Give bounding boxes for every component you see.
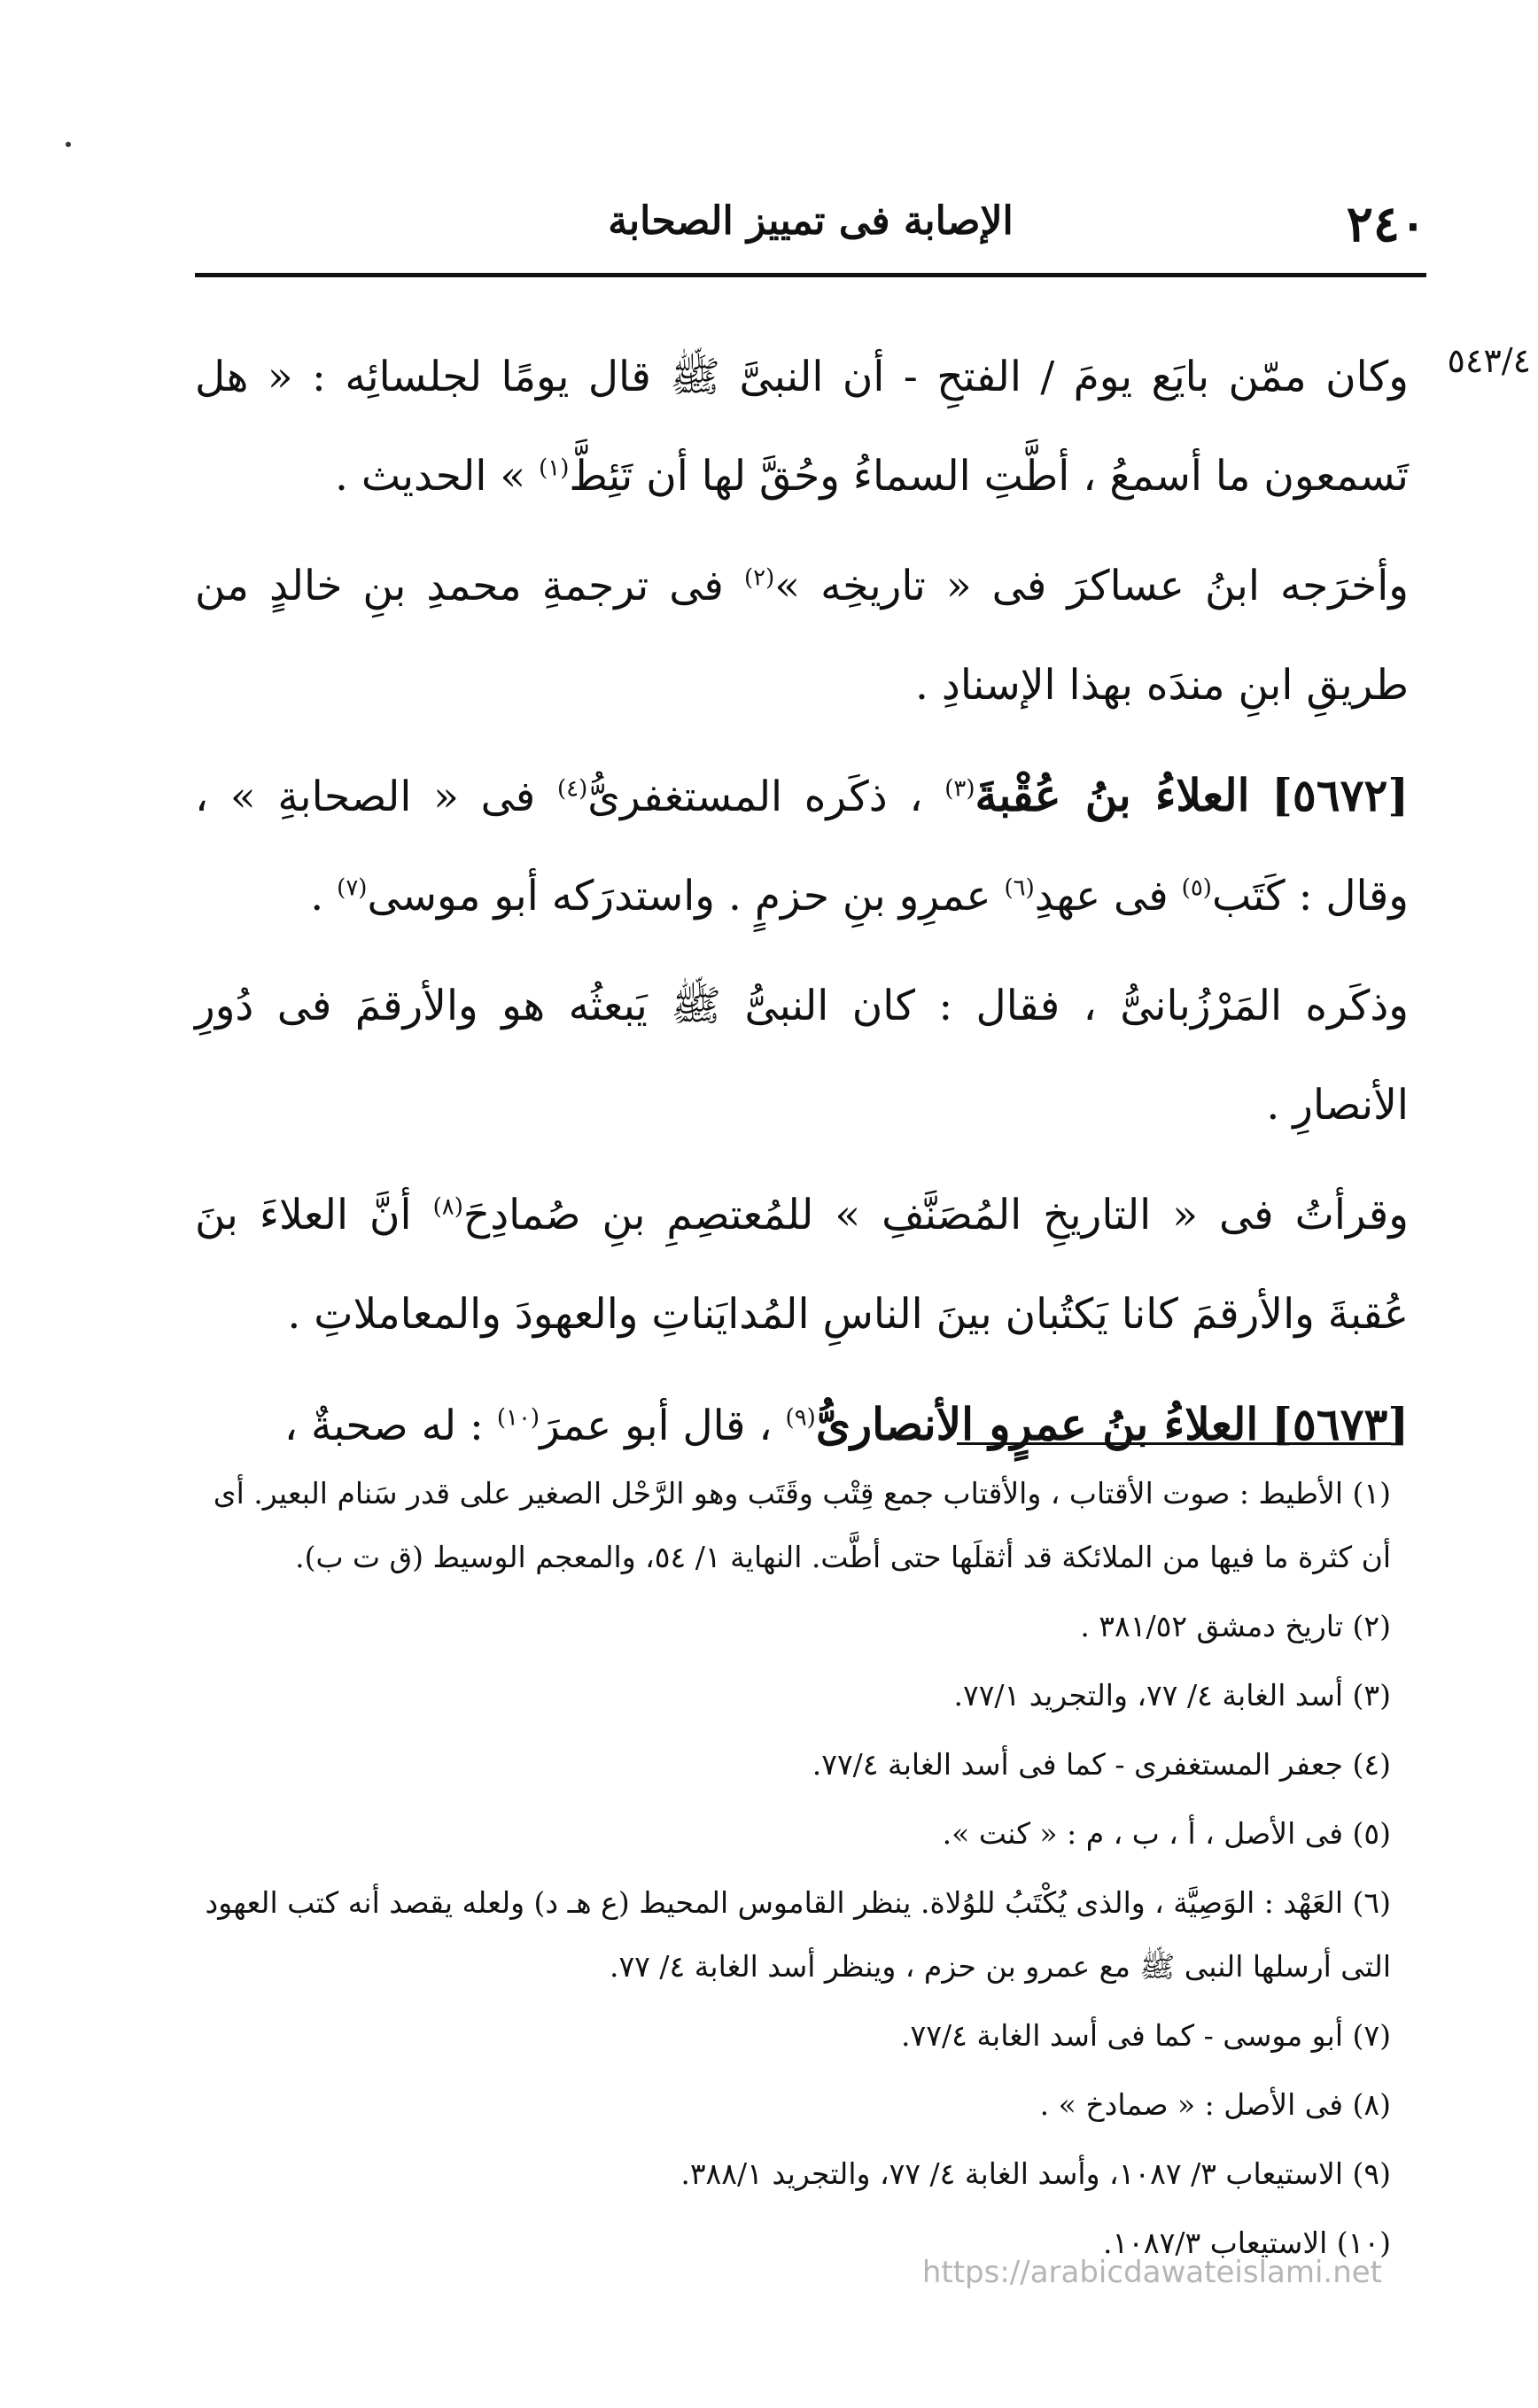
- footnote-marker: (٩): [785, 1404, 816, 1432]
- scan-speck: [66, 142, 71, 147]
- main-text: [195, 328, 1409, 1487]
- paragraph: وقرأتُ فى « التاريخِ المُصَنَّفِ » للمُعتصِمِ بنِ صُمادِحَ$^{(٨)}$ أنَّ العلاءَ بنَ عُقبةَ والأرقمَ كانا يَكتُبان بينَ الناسِ المُدايَناتِ والعهودَ والمعاملاتِ .: [195, 1191, 1409, 1339]
- footnote-marker: (٨): [432, 1193, 463, 1221]
- entry-number: [٥٦٧٣]: [1271, 1398, 1409, 1450]
- running-title: الإصابة فى تمييز الصحابة: [608, 198, 1014, 244]
- footnote-marker: (٣): [944, 775, 975, 803]
- footnote: (٩) الاستيعاب ٣/ ١٠٨٧، وأسد الغابة ٤/ ٧٧، والتجريد ٣٨٨/١.: [680, 2156, 1391, 2191]
- footnote-marker: (٢): [743, 564, 775, 592]
- footnote-marker: (٧): [337, 874, 368, 902]
- footnote: (١٠) الاستيعاب ١٠٨٧/٣.: [1102, 2225, 1391, 2260]
- page-header: [195, 186, 1426, 266]
- paragraph: وأخرَجه ابنُ عساكرَ فى « تاريخِه »$^{(٢)}$ فى ترجمةِ محمدِ بنِ خالدٍ من طريقِ ابنِ مندَه بهذا الإسنادِ .: [195, 562, 1409, 710]
- footnote: (٢) تاريخ دمشق ٣٨١/٥٢ .: [1080, 1609, 1391, 1643]
- footnote-marker: (١٠): [496, 1404, 540, 1432]
- footnote: (٦) العَهْد : الوَصِيَّة ، والذى يُكْتَبُ للوُلاة. ينظر القاموس المحيط (ع هـ د) ولعله يقصد أنه كتب العهود التى أرسلها النبى ﷺ مع عمرو بن حزم ، وينظر أسد الغابة ٤/ ٧٧.: [205, 1885, 1391, 1984]
- footnote: (٣) أسد الغابة ٤/ ٧٧، والتجريد ٧٧/١.: [953, 1678, 1391, 1713]
- page-number: ٢٤٠: [1346, 195, 1426, 253]
- entry-5673: [٥٦٧٣] العلاءُ بنُ عمرٍو الأنصارىُّ$^{(٩)}$ ، قال أبو عمرَ$^{(١٠)}$ : له صحبةٌ ،: [284, 1398, 1409, 1450]
- footnote-marker: (٥): [1181, 874, 1212, 902]
- footnote: (٨) فى الأصل : « صمادخ » .: [1039, 2087, 1391, 2122]
- header-rule: [195, 273, 1426, 277]
- footnote: (٤) جعفر المستغفرى - كما فى أسد الغابة ٧٧/٤.: [812, 1747, 1391, 1782]
- paragraph: وكان ممّن بايَع يومَ / الفتحِ - أن النبىَّ ﷺ قال يومًا لجلسائِه : « هل تَسمعون ما أسمعُ ، أطَّتِ السماءُ وحُقَّ لها أن تَئِطَّ$^{(١)}$ » الحديث .: [195, 353, 1409, 501]
- margin-reference: ٥٤٣/٤: [1447, 341, 1531, 380]
- footnote-marker: (١): [539, 454, 570, 482]
- watermark-url: https://arabicdawateislami.net: [921, 2255, 1382, 2290]
- entry-name: العلاءُ بنُ عمرٍو الأنصارىُّ: [815, 1398, 1259, 1450]
- footnotes: [195, 1462, 1391, 2280]
- footnote: (١) الأطيط : صوت الأقتاب ، والأقتاب جمع قِتْب وقَتَب وهو الرَّحْل الصغير على قدر سَنام البعير. أى أن كثرة ما فيها من الملائكة قد أثقلَها حتى أطَّت. النهاية ١/ ٥٤، والمعجم الوسيط (ق ت ب).: [213, 1476, 1391, 1574]
- entry-5672: [٥٦٧٢] العلاءُ بنُ عُقْبةَ$^{(٣)}$ ، ذكَره المستغفرىُّ$^{(٤)}$ فى « الصحابةِ » ، وقال : كَتَب$^{(٥)}$ فى عهدِ$^{(٦)}$ عمرِو بنِ حزمٍ . واستدرَكه أبو موسى$^{(٧)}$ .: [195, 769, 1409, 920]
- footnote: (٧) أبو موسى - كما فى أسد الغابة ٧٧/٤.: [901, 2018, 1391, 2053]
- entry-number: [٥٦٧٢]: [1271, 769, 1409, 821]
- footnote: (٥) فى الأصل ، أ ، ب ، م : « كنت ».: [942, 1816, 1391, 1851]
- paragraph: وذكَره المَرْزُبانىُّ ، فقال : كان النبىُّ ﷺ يَبعثُه هو والأرقمَ فى دُورِ الأنصارِ .: [195, 982, 1409, 1130]
- footnote-rule: [957, 1442, 1391, 1445]
- entry-name: العلاءُ بنُ عُقْبةَ: [975, 769, 1250, 821]
- footnote-marker: (٦): [1004, 874, 1035, 902]
- footnote-marker: (٤): [556, 775, 588, 803]
